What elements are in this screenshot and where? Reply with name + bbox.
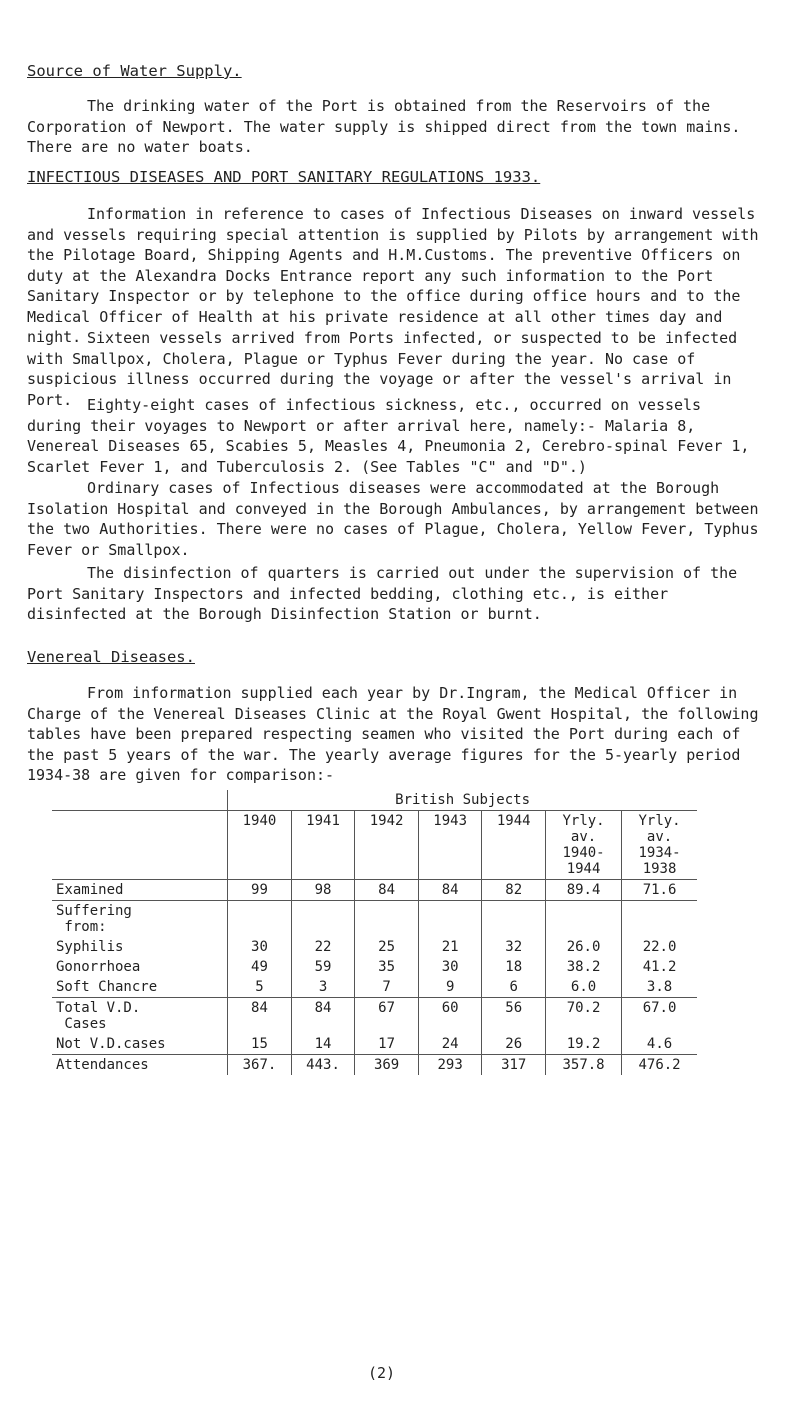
infectious-paragraph-2: Sixteen vessels arrived from Ports infected, or suspected to be infected with Smallpox, Cholera, Plague or Typhus Fever during the year. No case of suspicious illness occurred during the voyage or after the vessel's arrival in Port. — [27, 329, 747, 409]
table-cell: 38.2 — [546, 957, 622, 977]
table-cell: 71.6 — [622, 880, 697, 901]
row-label: Attendances — [56, 1057, 149, 1073]
table-header-row — [52, 811, 697, 880]
table-cell — [622, 901, 697, 938]
table-cell: 367. — [228, 1055, 292, 1076]
table-cell: 84 — [418, 880, 482, 901]
table-body — [52, 880, 697, 1076]
infectious-paragraph-4: Ordinary cases of Infectious diseases were accommodated at the Borough Isolation Hospital and conveyed in the Borough Ambulances, by arrangement between the two Authorities. There were no cases of Plague, Cholera, Yellow Fever, Typhus Fever or Smallpox. — [27, 479, 768, 559]
table-cell: 84 — [291, 998, 355, 1035]
column-header: 1944 — [482, 811, 546, 880]
table-cell: 67.0 — [622, 998, 697, 1035]
venereal-diseases-heading: Venereal Diseases. — [27, 648, 195, 666]
column-header: 1941 — [291, 811, 355, 880]
table-row — [52, 901, 697, 938]
row-label: Soft Chancre — [52, 977, 228, 998]
table-cell — [228, 901, 292, 938]
row-label: Syphilis — [56, 939, 124, 955]
table-cell: 317 — [482, 1055, 546, 1076]
column-header: 1943 — [418, 811, 482, 880]
table-row — [52, 977, 697, 998]
table-row — [52, 957, 697, 977]
venereal-diseases-table — [52, 790, 697, 1075]
table-cell: 70.2 — [546, 998, 622, 1035]
table-cell: 4.6 — [622, 1034, 697, 1055]
row-label: Not V.D.cases — [52, 1034, 228, 1055]
table-cell: 9 — [418, 977, 482, 998]
water-supply-heading: Source of Water Supply. — [27, 62, 242, 80]
table-cell: 56 — [482, 998, 546, 1035]
table-cell: 84 — [228, 998, 292, 1035]
table-cell: 15 — [228, 1034, 292, 1055]
table-cell: 67 — [355, 998, 419, 1035]
table-cell: 59 — [291, 957, 355, 977]
table-cell: 18 — [482, 957, 546, 977]
table-cell — [482, 901, 546, 938]
table-cell: 369 — [355, 1055, 419, 1076]
water-supply-paragraph: The drinking water of the Port is obtained from the Reservoirs of the Corporation of Newport. The water supply is shipped direct from the town mains. There are no water boats. — [27, 97, 750, 156]
table-cell: 7 — [355, 977, 419, 998]
table-cell: 99 — [228, 880, 292, 901]
column-header: Yrly. av. 1940- 1944 — [546, 811, 622, 880]
table-cell — [291, 901, 355, 938]
table-cell: 41.2 — [622, 957, 697, 977]
table-cell — [418, 901, 482, 938]
table-cell: 25 — [355, 937, 419, 957]
table-cell: 30 — [418, 957, 482, 977]
table-cell: 476.2 — [622, 1055, 697, 1076]
row-label: Gonorrhoea — [56, 959, 141, 975]
table-row — [52, 1034, 697, 1055]
infectious-diseases-heading: INFECTIOUS DISEASES AND PORT SANITARY REGULATIONS 1933. — [27, 168, 541, 186]
table-row — [52, 880, 697, 901]
table-cell: 14 — [291, 1034, 355, 1055]
page-number: (2) — [368, 1364, 396, 1382]
table-cell: 5 — [228, 977, 292, 998]
table-cell: 21 — [418, 937, 482, 957]
table-row — [52, 1055, 697, 1076]
table-cell: 30 — [228, 937, 292, 957]
table-cell: 82 — [482, 880, 546, 901]
table-cell: 3 — [291, 977, 355, 998]
column-header: Yrly. av. 1934- 1938 — [622, 811, 697, 880]
table-cell: 17 — [355, 1034, 419, 1055]
table-cell: 98 — [291, 880, 355, 901]
table-row — [52, 937, 697, 957]
table-cell: 293 — [418, 1055, 482, 1076]
table-cell: 443. — [291, 1055, 355, 1076]
column-header: 1940 — [228, 811, 292, 880]
table-cell: 357.8 — [546, 1055, 622, 1076]
infectious-paragraph-3: Eighty-eight cases of infectious sickness, etc., occurred on vessels during their voyages to Newport or after arrival here, namely:- Malaria 8, Venereal Diseases 65, Scabies 5, Measles 4, Pneumonia 2, Cerebro-spinal Fever 1, Scarlet Fever 1, and Tuberculosis 2. (See Tables "C" and "D".) — [27, 396, 759, 476]
group-header: British Subjects — [228, 790, 697, 811]
table-cell: 84 — [355, 880, 419, 901]
table-cell: 22 — [291, 937, 355, 957]
table-cell: 24 — [418, 1034, 482, 1055]
row-label: Suffering from: — [56, 903, 132, 935]
table-cell: 26 — [482, 1034, 546, 1055]
table-cell: 60 — [418, 998, 482, 1035]
table-cell — [355, 901, 419, 938]
table-cell: 35 — [355, 957, 419, 977]
row-label: Examined — [52, 880, 228, 901]
table-corner — [52, 790, 228, 811]
table-cell — [546, 901, 622, 938]
header-label-cell — [52, 811, 228, 880]
table-cell: 26.0 — [546, 937, 622, 957]
table-cell: 32 — [482, 937, 546, 957]
table-cell: 49 — [228, 957, 292, 977]
venereal-paragraph: From information supplied each year by Dr.Ingram, the Medical Officer in Charge of the Venereal Diseases Clinic at the Royal Gwent Hospital, the following tables have been prepared respecting seamen who visited the Port during each of the past 5 years of the war. The yearly average figures for the 5-yearly period 1934-38 are given for comparison:- — [27, 684, 768, 784]
table-cell: 89.4 — [546, 880, 622, 901]
table-row — [52, 998, 697, 1035]
column-header: 1942 — [355, 811, 419, 880]
table-cell: 22.0 — [622, 937, 697, 957]
table-cell: 6.0 — [546, 977, 622, 998]
infectious-paragraph-1: Information in reference to cases of Infectious Diseases on inward vessels and vessels requiring special attention is supplied by Pilots by arrangement with the Pilotage Board, Shipping Agents and H.M.Customs. The preventive Officers on duty at the Alexandra Docks Entrance report any such information to the Port Sanitary Inspector or by telephone to the office during office hours and to the Medical Officer of Health at his private residence at all other times day and night. — [27, 205, 768, 346]
disinfection-paragraph: The disinfection of quarters is carried out under the supervision of the Port Sanitary Inspectors and infected bedding, clothing etc., is either disinfected at the Borough Disinfection Station or burnt. — [27, 564, 747, 623]
table-cell: 3.8 — [622, 977, 697, 998]
row-label: Total V.D. Cases — [56, 1000, 141, 1032]
table-cell: 6 — [482, 977, 546, 998]
table-cell: 19.2 — [546, 1034, 622, 1055]
